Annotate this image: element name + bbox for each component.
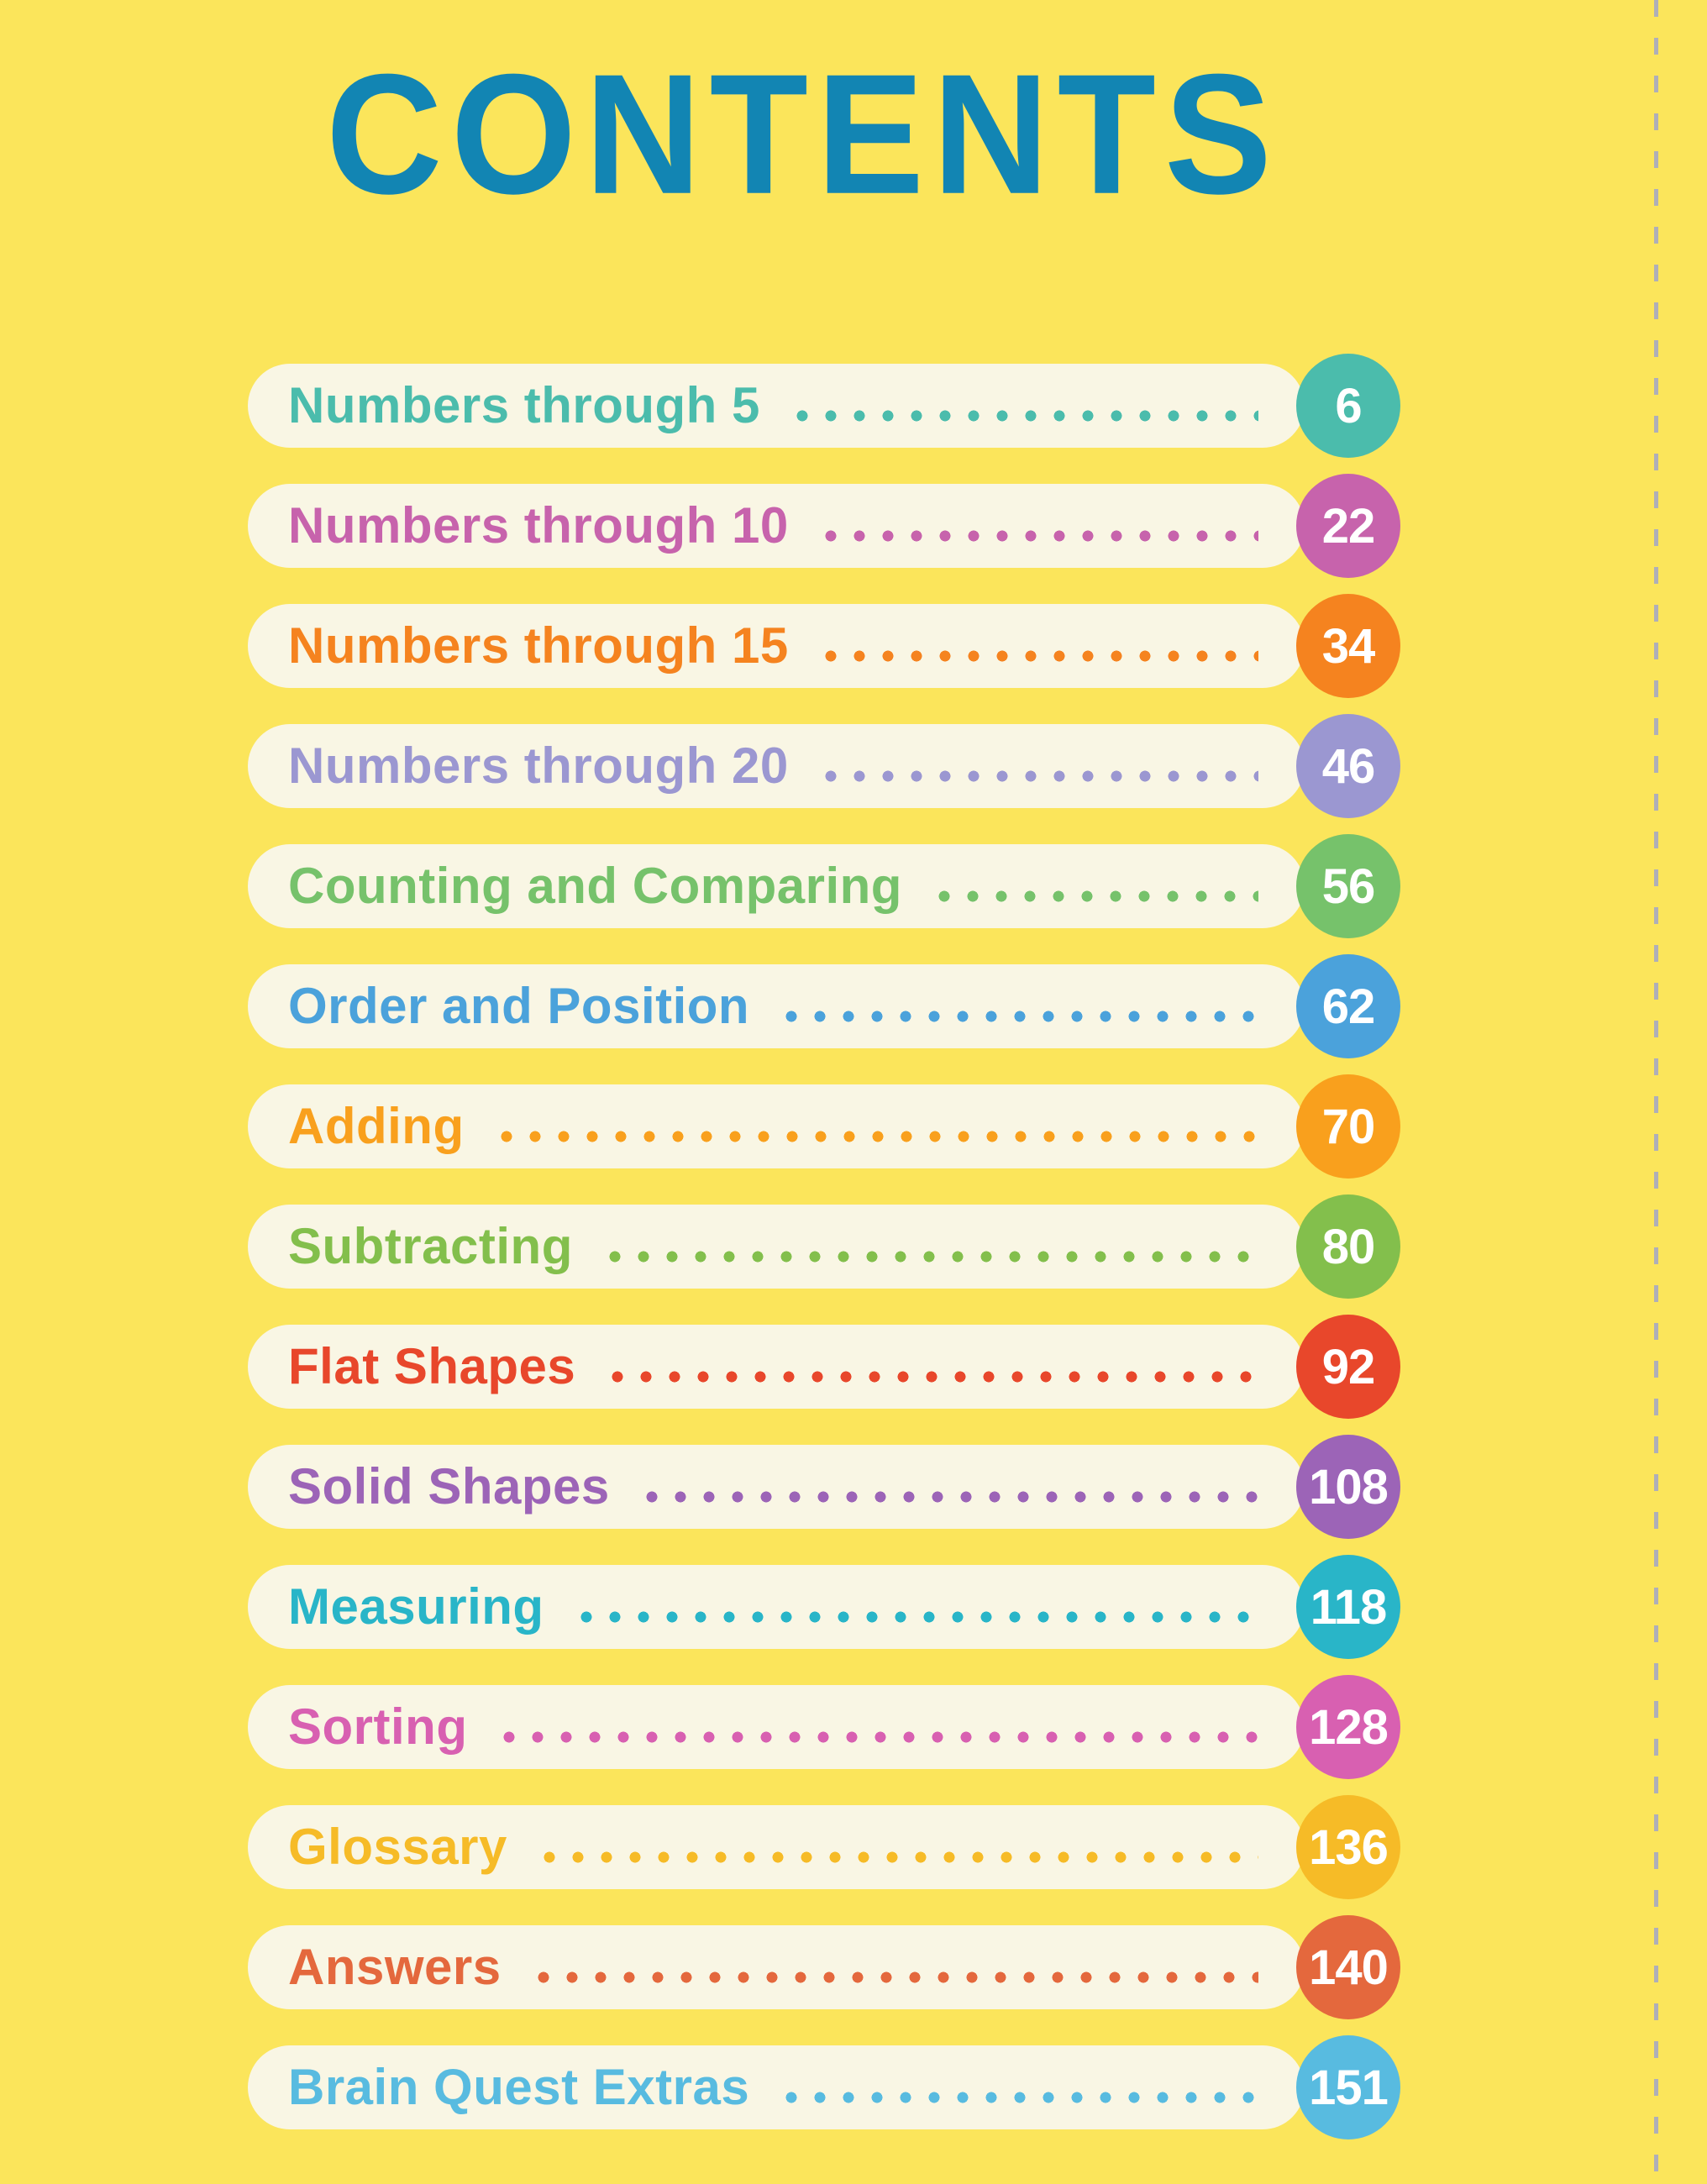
dot-leader	[543, 1851, 1258, 1864]
dot-leader	[611, 1370, 1258, 1383]
dot-leader	[608, 1250, 1258, 1263]
page-number-badge: 80	[1296, 1194, 1400, 1299]
page-number-badge: 151	[1296, 2035, 1400, 2139]
toc-entry-label: Subtracting	[288, 1218, 573, 1274]
toc-entry-label: Numbers through 10	[288, 497, 789, 554]
toc-entry-label: Sorting	[288, 1698, 468, 1755]
page-number-badge: 34	[1296, 594, 1400, 698]
table-of-contents	[248, 364, 1388, 2129]
toc-row	[248, 1925, 1388, 2009]
toc-entry-label: Counting and Comparing	[288, 858, 902, 914]
dot-leader	[824, 529, 1258, 543]
toc-entry-label: Order and Position	[288, 978, 750, 1034]
toc-entry-label: Measuring	[288, 1578, 544, 1635]
toc-row	[248, 1685, 1388, 1769]
toc-row	[248, 364, 1362, 448]
page-number-badge: 128	[1296, 1675, 1400, 1779]
dot-leader	[645, 1490, 1258, 1504]
toc-entry-label: Adding	[288, 1098, 465, 1154]
toc-entry-label: Glossary	[288, 1819, 507, 1875]
page-number-badge: 118	[1296, 1555, 1400, 1659]
toc-row	[248, 1445, 1388, 1529]
toc-row	[248, 604, 1375, 688]
dot-leader	[500, 1130, 1258, 1143]
toc-entry-label: Numbers through 20	[288, 738, 789, 794]
toc-row	[248, 1565, 1387, 1649]
page-number-badge: 108	[1296, 1435, 1400, 1539]
dot-leader	[537, 1971, 1258, 1984]
toc-row	[248, 1084, 1375, 1168]
toc-row	[248, 2045, 1388, 2129]
dot-leader	[824, 769, 1258, 783]
dot-leader	[824, 649, 1258, 663]
toc-row	[248, 1205, 1375, 1289]
toc-row	[248, 1325, 1375, 1409]
page-trim-dashed-line	[1654, 0, 1658, 2184]
toc-entry-label: Answers	[288, 1939, 502, 1995]
page-title: CONTENTS	[326, 38, 1280, 230]
toc-row	[248, 484, 1375, 568]
toc-entry-label: Numbers through 15	[288, 617, 789, 674]
page-number-badge: 62	[1296, 954, 1400, 1058]
dot-leader	[785, 1010, 1258, 1023]
page-number-badge: 22	[1296, 474, 1400, 578]
page-number-badge: 140	[1296, 1915, 1400, 2019]
dot-leader	[796, 409, 1258, 423]
page-number-badge: 46	[1296, 714, 1400, 818]
toc-row	[248, 844, 1375, 928]
dot-leader	[938, 890, 1258, 903]
dot-leader	[580, 1610, 1258, 1624]
toc-entry-label: Flat Shapes	[288, 1338, 576, 1394]
dot-leader	[785, 2091, 1258, 2104]
toc-row	[248, 964, 1375, 1048]
toc-entry-label: Numbers through 5	[288, 377, 760, 433]
page-number-badge: 136	[1296, 1795, 1400, 1899]
page-number-badge: 70	[1296, 1074, 1400, 1179]
dot-leader	[502, 1730, 1258, 1744]
toc-row	[248, 1805, 1388, 1889]
page-number-badge: 56	[1296, 834, 1400, 938]
page-number-badge: 92	[1296, 1315, 1400, 1419]
toc-entry-label: Solid Shapes	[288, 1458, 610, 1515]
toc-row	[248, 724, 1375, 808]
toc-entry-label: Brain Quest Extras	[288, 2059, 750, 2115]
page-number-badge: 6	[1296, 354, 1400, 458]
